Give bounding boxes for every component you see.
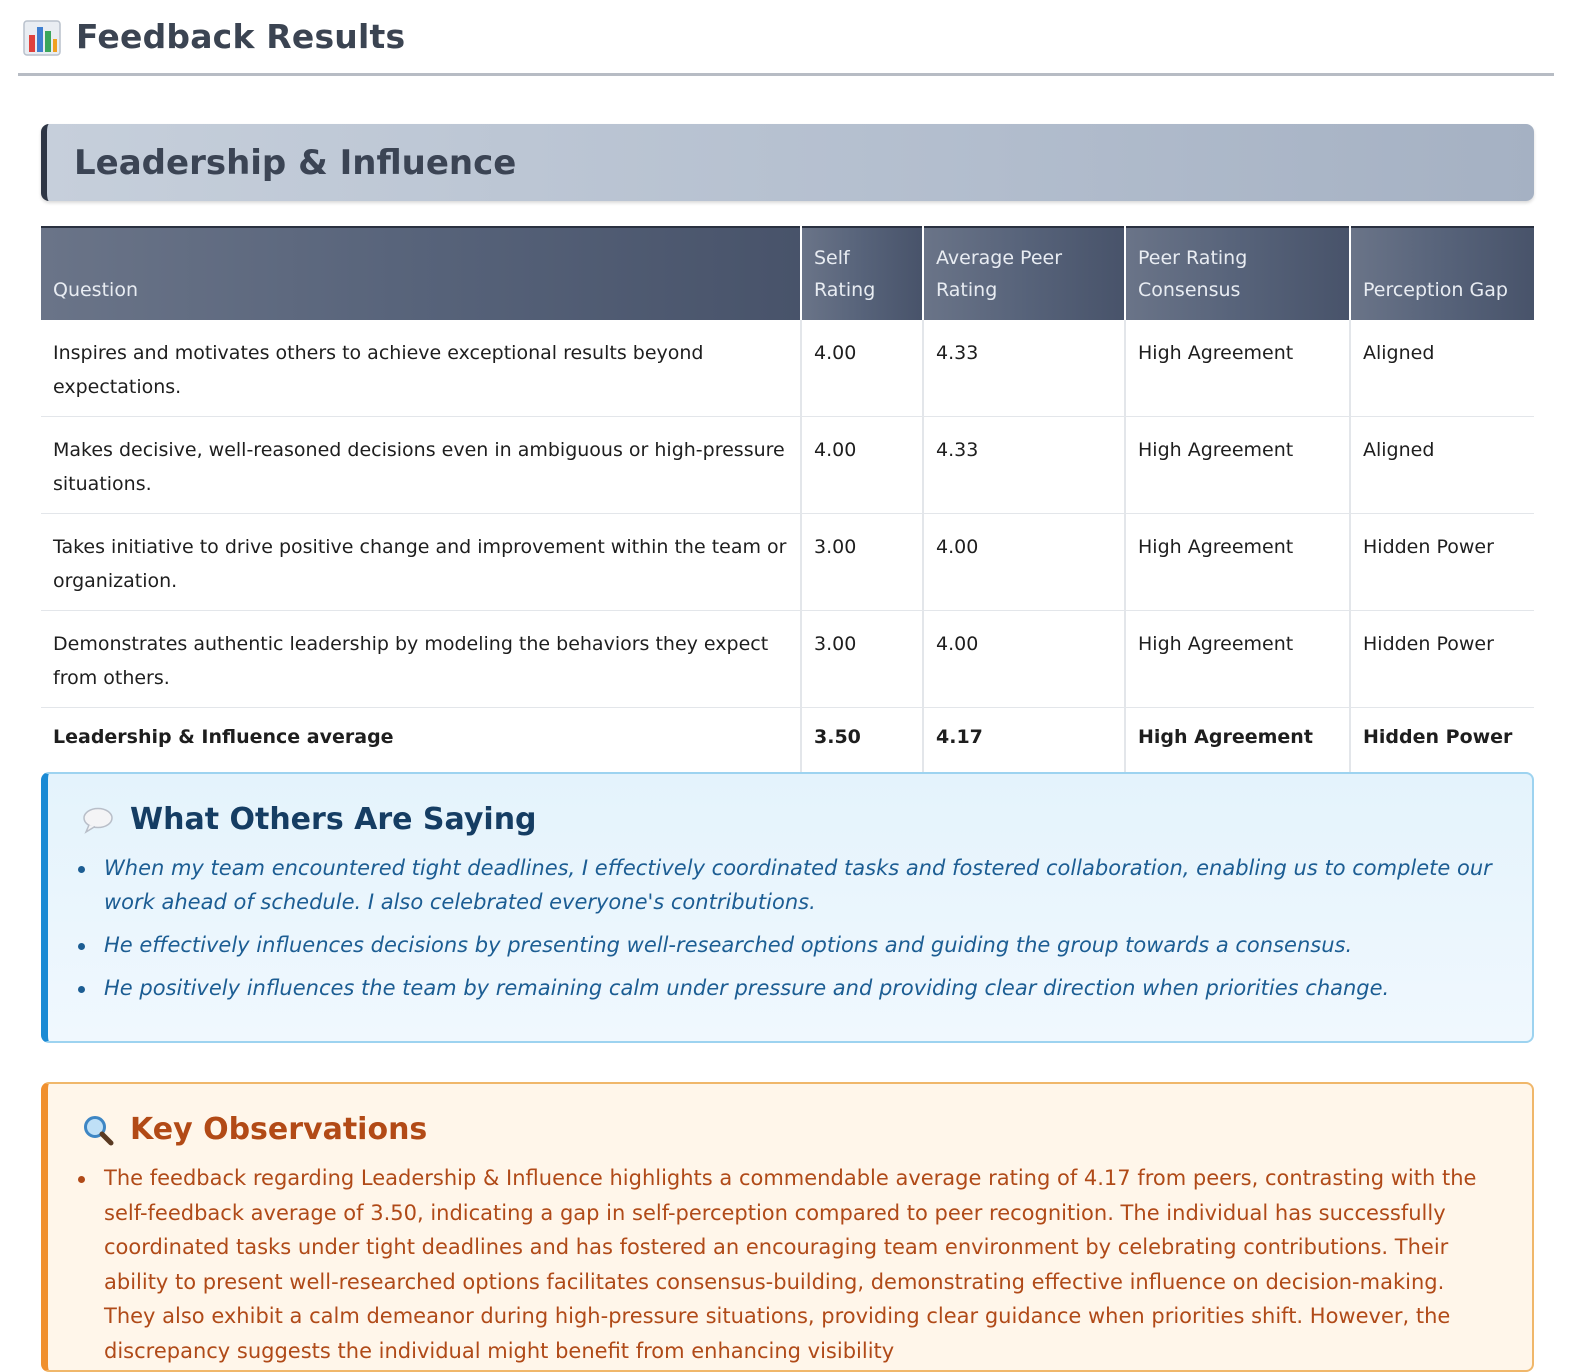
cell-perception-gap: Aligned [1350, 417, 1534, 514]
cell-perception-gap: Aligned [1350, 320, 1534, 417]
cell-peer-rating: 4.00 [923, 611, 1125, 708]
cell-perception-gap: Hidden Power [1350, 611, 1534, 708]
table-row [41, 320, 1534, 417]
cell-average-peer: 4.17 [923, 708, 1125, 800]
cell-peer-rating: 4.33 [923, 320, 1125, 417]
list-item: He effectively influences decisions by presenting well-researched options and guiding the group towards a consensus. [78, 928, 1502, 962]
results-table [41, 226, 1534, 801]
table-row [41, 611, 1534, 708]
cell-consensus: High Agreement [1125, 417, 1350, 514]
cell-question: Makes decisive, well-reasoned decisions even in ambiguous or high-pressure situations. [41, 417, 801, 514]
header-question: Question [41, 227, 801, 320]
magnifier-icon [82, 1114, 114, 1146]
cell-question: Demonstrates authentic leadership by modeling the behaviors they expect from others. [41, 611, 801, 708]
header-peer-rating: Average Peer Rating [923, 227, 1125, 320]
table-header-row [41, 227, 1534, 320]
cell-average-gap: Hidden Power [1350, 708, 1534, 800]
page-header [18, 0, 1554, 76]
cell-peer-rating: 4.00 [923, 514, 1125, 611]
header-perception-gap: Perception Gap [1350, 227, 1534, 320]
key-observations-panel [41, 1082, 1534, 1372]
cell-average-self: 3.50 [801, 708, 923, 800]
quotes-list [48, 837, 1532, 1005]
cell-self-rating: 3.00 [801, 611, 923, 708]
cell-perception-gap: Hidden Power [1350, 514, 1534, 611]
page-title: Feedback Results [76, 17, 406, 56]
list-item: When my team encountered tight deadlines, I effectively coordinated tasks and fostered collaboration, enabling us to complete our work ahead of schedule. I also celebrated everyone's contributions. [78, 851, 1502, 919]
table-row [41, 514, 1534, 611]
cell-consensus: High Agreement [1125, 320, 1350, 417]
header-consensus: Peer Rating Consensus [1125, 227, 1350, 320]
cell-consensus: High Agreement [1125, 611, 1350, 708]
key-observations-header [48, 1084, 1532, 1147]
cell-consensus: High Agreement [1125, 514, 1350, 611]
bar-chart-icon [22, 17, 62, 57]
cell-self-rating: 4.00 [801, 320, 923, 417]
cell-question: Inspires and motivates others to achieve exceptional results beyond expectations. [41, 320, 801, 417]
cell-self-rating: 4.00 [801, 417, 923, 514]
others-saying-header [48, 774, 1532, 837]
cell-average-consensus: High Agreement [1125, 708, 1350, 800]
speech-bubble-icon [82, 806, 114, 834]
cell-peer-rating: 4.33 [923, 417, 1125, 514]
section-banner [41, 124, 1534, 201]
cell-question: Takes initiative to drive positive change and improvement within the team or organization. [41, 514, 801, 611]
cell-average-label: Leadership & Influence average [41, 708, 801, 800]
header-self-rating: Self Rating [801, 227, 923, 320]
observations-list [48, 1147, 1532, 1368]
section-title: Leadership & Influence [74, 142, 517, 183]
others-saying-title: What Others Are Saying [130, 802, 537, 837]
list-item: The feedback regarding Leadership & Influence highlights a commendable average rating of 4.17 from peers, contrasting with the self-feedback average of 3.50, indicating a gap in self-perception compared to peer recognition. The individual has successfully coordinated tasks under tight deadlines and has fostered an encouraging team environment by celebrating contributions. Their ability to present well-researched options facilitates consensus-building, demonstrating effective influence on decision-making. They also exhibit a calm demeanor during high-pressure situations, providing clear guidance when priorities shift. However, the discrepancy suggests the individual might benefit from enhancing visibility [78, 1161, 1502, 1368]
key-observations-title: Key Observations [130, 1112, 428, 1147]
table-row [41, 417, 1534, 514]
cell-self-rating: 3.00 [801, 514, 923, 611]
others-saying-panel [41, 772, 1534, 1043]
list-item: He positively influences the team by remaining calm under pressure and providing clear direction when priorities change. [78, 971, 1502, 1005]
